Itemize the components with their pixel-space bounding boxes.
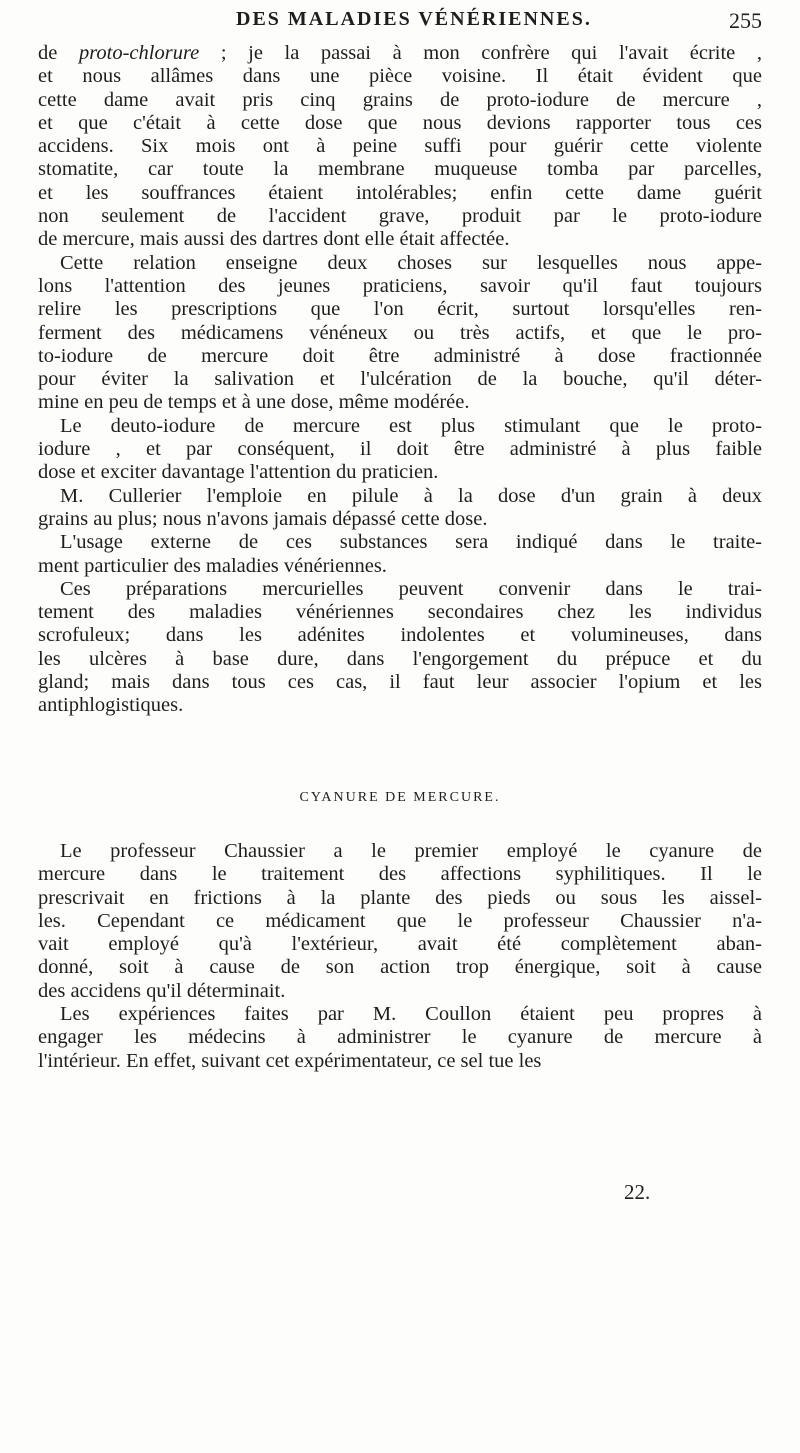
- text-line: engager les médecins à administrer le cyanure de mercure à: [38, 1026, 762, 1049]
- text-line: stomatite, car toute la membrane muqueuse tomba par parcelles,: [38, 158, 762, 181]
- text-line: Ces préparations mercurielles peuvent convenir dans le trai-: [60, 577, 762, 600]
- text-line: mine en peu de temps et à une dose, même modérée.: [38, 391, 470, 414]
- body-text-lower: [38, 840, 762, 1073]
- text-line: ferment des médicamens vénéneux ou très actifs, et que le pro-: [38, 321, 762, 344]
- text-line: les. Cependant ce médicament que le professeur Chaussier n'a-: [38, 909, 762, 932]
- text-line: to-iodure de mercure doit être administré à dose fractionnée: [38, 344, 762, 367]
- text-line: Le professeur Chaussier a le premier employé le cyanure de: [60, 840, 762, 862]
- text-line: de mercure, mais aussi des dartres dont elle était affectée.: [38, 228, 510, 251]
- text-line: tement des maladies vénériennes secondaires chez les individus: [38, 601, 762, 624]
- body-text-upper: [38, 42, 762, 718]
- text-line: de proto-chlorure ; je la passai à mon confrère qui l'avait écrite ,: [38, 42, 762, 64]
- text-line: des accidens qu'il déterminait.: [38, 979, 286, 1002]
- text-line: et que c'était à cette dose que nous devions rapporter tous ces: [38, 111, 762, 134]
- text-line: L'usage externe de ces substances sera indiqué dans le traite-: [60, 531, 762, 554]
- running-title: DES MALADIES VÉNÉRIENNES.: [236, 8, 592, 30]
- text-line: non seulement de l'accident grave, produit par le proto-iodure: [38, 205, 762, 228]
- text-line: Les expériences faites par M. Coullon étaient peu propres à: [60, 1003, 762, 1026]
- text-line: pour éviter la salivation et l'ulcération de la bouche, qu'il déter-: [38, 368, 762, 391]
- text-line: et les souffrances étaient intolérables; enfin cette dame guérit: [38, 181, 762, 204]
- signature-mark: 22.: [624, 1180, 651, 1204]
- text-line: prescrivait en frictions à la plante des pieds ou sous les aissel-: [38, 886, 762, 909]
- text-line: mercure dans le traitement des affections syphilitiques. Il le: [38, 863, 762, 886]
- text-line: l'intérieur. En effet, suivant cet expérimentateur, ce sel tue les: [38, 1049, 542, 1072]
- section-heading: CYANURE DE MERCURE.: [299, 790, 501, 805]
- text-line: iodure , et par conséquent, il doit être administré à plus faible: [38, 438, 762, 461]
- text-line: et nous allâmes dans une pièce voisine. Il était évident que: [38, 65, 762, 88]
- text-line: Cette relation enseigne deux choses sur lesquelles nous appe-: [60, 251, 762, 274]
- text-line: M. Cullerier l'emploie en pilule à la dose d'un grain à deux: [60, 484, 762, 507]
- text-line: dose et exciter davantage l'attention du praticien.: [38, 461, 439, 484]
- text-line: antiphlogistiques.: [38, 694, 184, 717]
- text-line: gland; mais dans tous ces cas, il faut leur associer l'opium et les: [38, 671, 762, 694]
- text-line: donné, soit à cause de son action trop énergique, soit à cause: [38, 956, 762, 979]
- text-line: cette dame avait pris cinq grains de proto-iodure de mercure ,: [38, 88, 762, 111]
- page-number: 255: [729, 8, 762, 33]
- text-line: vait employé qu'à l'extérieur, avait été complètement aban-: [38, 933, 762, 956]
- text-line: relire les prescriptions que l'on écrit, surtout lorsqu'elles ren-: [38, 298, 762, 321]
- text-line: lons l'attention des jeunes praticiens, savoir qu'il faut toujours: [38, 274, 762, 297]
- text-line: Le deuto-iodure de mercure est plus stimulant que le proto-: [60, 414, 762, 437]
- text-line: grains au plus; nous n'avons jamais dépassé cette dose.: [38, 507, 488, 530]
- text-line: les ulcères à base dure, dans l'engorgement du prépuce et du: [38, 647, 762, 670]
- text-line: ment particulier des maladies vénériennes.: [38, 554, 387, 577]
- text-line: scrofuleux; dans les adénites indolentes et volumineuses, dans: [38, 624, 762, 647]
- text-line: accidens. Six mois ont à peine suffi pour guérir cette violente: [38, 135, 762, 158]
